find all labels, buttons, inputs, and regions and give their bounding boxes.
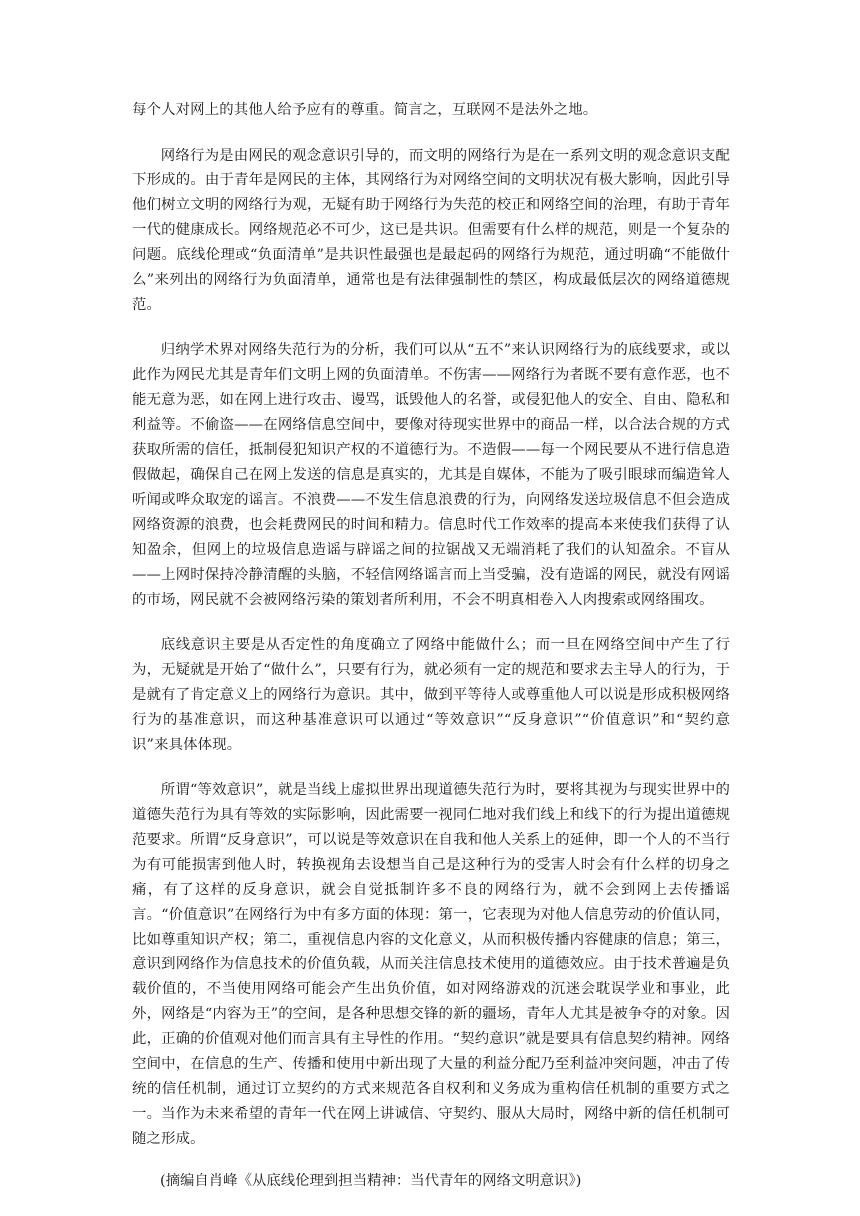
paragraph-baseline-awareness: 底线意识主要是从否定性的角度确立了网络中能做什么；而一旦在网络空间中产生了行为，无疑就是开始了“做什么”，只要有行为，就必须有一定的规范和要求去主导人的行为，于是就有了肯定意义上的网络行为意识。其中，做到平等待人或尊重他人可以说是形成积极网络行为的基准意识，而这种基准意识可以通过“等效意识”“反身意识”“价值意识”和“契约意识”来具体体现。 [132, 637, 730, 753]
paragraph-four-awareness: 所谓“等效意识”，就是当线上虚拟世界出现道德失范行为时，要将其视为与现实世界中的道德失范行为具有等效的实际影响，因此需要一视同仁地对我们线上和线下的行为提出道德规范要求。所谓“反身意识”，可以说是等效意识在自我和他人关系上的延伸，即一个人的不当行为有可能损害到他人时，转换视角去设想当自己是这种行为的受害人时会有什么样的切身之痛，有了这样的反身意识，就会自觉抵制许多不良的网络行为，就不会到网上去传播谣言。“价值意识”在网络行为中有多方面的体现：第一，它表现为对他人信息劳动的价值认同，比如尊重知识产权；第二，重视信息内容的文化意义，从而积极传播内容健康的信息；第三，意识到网络作为信息技术的价值负载，从而关注信息技术使用的道德效应。由于技术普遍是负载价值的，不当使用网络可能会产生出负价值，如对网络游戏的沉迷会耽误学业和事业，此外，网络是“内容为王”的空间，是各种思想交锋的新的疆场，青年人尤其是被争夺的对象。因此，正确的价值观对他们而言具有主导性的作用。“契约意识”就是要具有信息契约精神。网络空间中，在信息的生产、传播和使用中新出现了大量的利益分配乃至利益冲突问题，冲击了传统的信任机制，通过订立契约的方式来规范各自权利和义务成为重构信任机制的重要方式之一。当作为未来希望的青年一代在网上讲诚信、守契约、服从大局时，网络中新的信任机制可随之形成。 [132, 782, 730, 1147]
paragraph-continued: 每个人对网上的其他人给予应有的尊重。简言之，互联网不是法外之地。 [132, 102, 598, 118]
paragraph-five-nots: 归纳学术界对网络失范行为的分析，我们可以从“五不”来认识网络行为的底线要求，或以此作为网民尤其是青年们文明上网的负面清单。不伤害——网络行为者既不要有意作恶，也不能无意为恶，如在网上进行攻击、谩骂，诋毁他人的名誉，或侵犯他人的安全、自由、隐私和利益等。不偷盗——在网络信息空间中，要像对待现实世界中的商品一样，以合法合规的方式获取所需的信任，抵制侵犯知识产权的不道德行为。不造假——每一个网民要从不进行信息造假做起，确保自己在网上发送的信息是真实的，尤其是自媒体，不能为了吸引眼球而编造耸人听闻或哗众取宠的谣言。不浪费——不发生信息浪费的行为，向网络发送垃圾信息不但会造成网络资源的浪费，也会耗费网民的时间和精力。信息时代工作效率的提高本来使我们获得了认知盈余，但网上的垃圾信息造谣与辟谣之间的拉锯战又无端消耗了我们的认知盈余。不盲从——上网时保持冷静清醒的头脑，不轻信网络谣言而上当受骗，没有造谣的网民，就没有网谣的市场，网民就不会被网络污染的策划者所利用，不会不明真相卷入人肉搜索或网络围攻。 [132, 342, 730, 608]
source-citation: (摘编自肖峰《从底线伦理到担当精神：当代青年的网络文明意识》) [160, 1172, 582, 1189]
paragraph-civil-behavior: 网络行为是由网民的观念意识引导的，而文明的网络行为是在一系列文明的观念意识支配下形成的。由于青年是网民的主体，其网络行为对网络空间的文明状况有极大影响，因此引导他们树立文明的网络行为观，无疑有助于网络行为失范的校正和网络空间的治理，有助于青年一代的健康成长。网络规范必不可少，这已是共识。但需要有什么样的规范，则是一个复杂的问题。底线伦理或“负面清单”是共识性最强也是最起码的网络行为规范，通过明确“不能做什么”来列出的网络行为负面清单，通常也是有法律强制性的禁区，构成最低层次的网络道德规范。 [132, 147, 730, 313]
paragraph-gap [132, 1152, 730, 1169]
paragraph-gap [132, 318, 730, 339]
paragraph-gap [132, 612, 730, 633]
article-body [132, 98, 730, 1194]
paragraph-gap [132, 123, 730, 144]
paragraph-gap [132, 758, 730, 779]
